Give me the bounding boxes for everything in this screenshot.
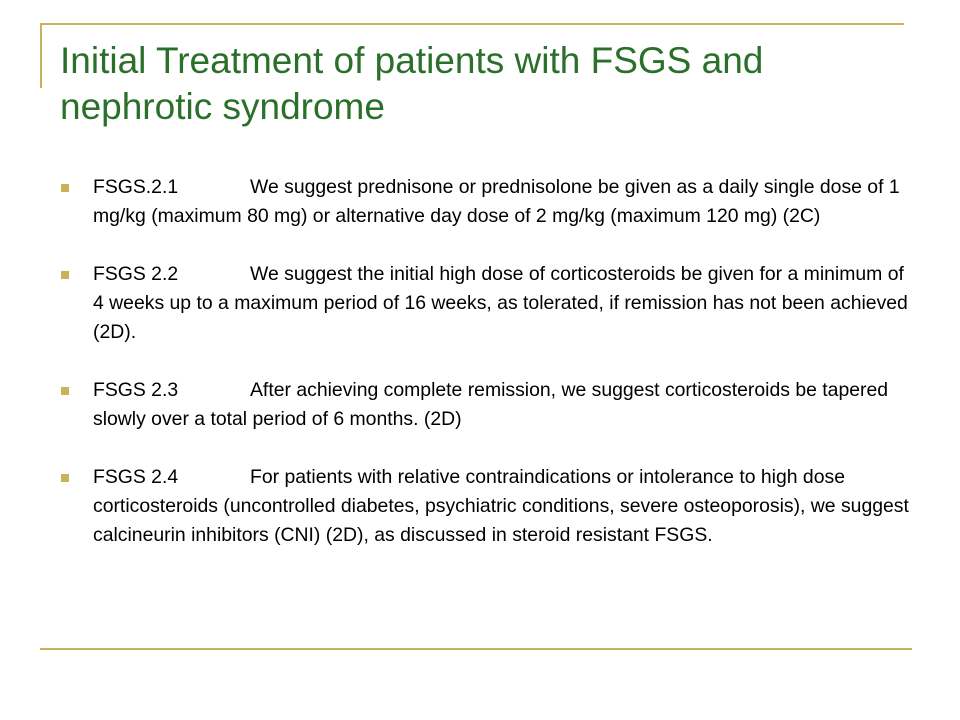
recommendation-text: For patients with relative contraindications or intolerance to high dose corticosteroids (uncontrolled diabetes, psychiatric conditions, severe osteoporosis), we suggest calcineurin inhibitors (CNI) (2D), as discussed in steroid resistant FSGS.	[93, 466, 909, 546]
recommendation-text: We suggest the initial high dose of corticosteroids be given for a minimum of 4 weeks up to a maximum period of 16 weeks, as tolerated, if remission has not been achieved (2D).	[93, 263, 908, 343]
recommendation-code: FSGS 2.2	[93, 263, 179, 285]
left-border-line	[40, 23, 42, 88]
recommendation-code: FSGS 2.4	[93, 466, 179, 488]
square-bullet-icon	[61, 387, 69, 395]
list-item	[60, 173, 920, 231]
bottom-border-line	[40, 648, 912, 650]
square-bullet-icon	[61, 474, 69, 482]
top-border-line	[40, 23, 904, 25]
list-item	[60, 260, 920, 347]
list-item	[60, 463, 920, 550]
recommendation-code: FSGS.2.1	[93, 176, 179, 198]
slide-title: Initial Treatment of patients with FSGS and nephrotic syndrome	[60, 40, 764, 127]
recommendation-code: FSGS 2.3	[93, 379, 179, 401]
square-bullet-icon	[61, 271, 69, 279]
recommendation-text: After achieving complete remission, we suggest corticosteroids be tapered slowly over a total period of 6 months. (2D)	[93, 379, 889, 430]
square-bullet-icon	[61, 184, 69, 192]
list-item	[60, 376, 920, 434]
recommendation-list	[60, 173, 920, 579]
recommendation-text: We suggest prednisone or prednisolone be given as a daily single dose of 1 mg/kg (maximum 80 mg) or alternative day dose of 2 mg/kg (maximum 120 mg) (2C)	[93, 176, 900, 227]
